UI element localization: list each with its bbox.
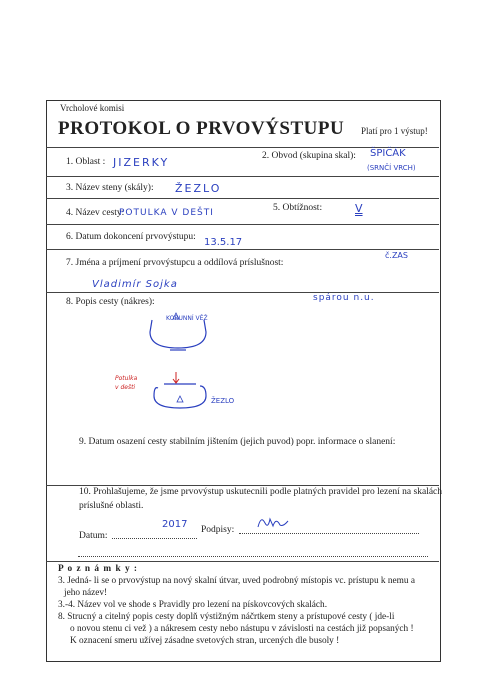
osazeni-label: 9. Datum osazení cesty stabilním jištením (jejich puvod) popr. informace o slanení: [79, 437, 396, 447]
oblast-value: JIZERKY [113, 156, 170, 169]
datum-dokonceni-label: 6. Datum dokoncení prvovýstupu: [66, 232, 196, 242]
popis-value: spárou n.u. [313, 293, 375, 303]
obtiznost-value: V [355, 202, 363, 215]
prohlaseni-line2: príslušné oblasti. [79, 501, 144, 511]
obvod-subvalue: (SRNČÍ VRCH) [367, 164, 416, 172]
stena-label: 3. Název steny (skály): [66, 183, 154, 193]
route-label-1: Potulka [115, 375, 138, 382]
podpisy-line [239, 533, 419, 534]
jmena-value: Vladimír Sojka [92, 279, 178, 290]
datum-line [112, 538, 197, 539]
oblast-label: 1. Oblast : [66, 157, 106, 167]
dotted-line [78, 556, 428, 557]
divider [46, 224, 439, 225]
datum-label: Datum: [79, 531, 108, 541]
divider [46, 292, 439, 293]
divider [46, 176, 439, 177]
obvod-value: ŠPIČÁK [370, 148, 406, 159]
note-2: 3.-4. Název vol ve shode s Pravidly pro lezení na pískovcových skalách. [58, 600, 328, 610]
divider [46, 249, 439, 250]
divider [46, 485, 439, 486]
note-3b: o novou stenu ci vež ) a nákresem cesty nebo nástupu v závislosti na cestách již popsaných ! [70, 624, 414, 634]
note-1b: jeho název! [64, 588, 108, 598]
rock-outline [154, 386, 206, 408]
clenstvi-value: č.ZAS [385, 251, 408, 260]
note-1: 3. Jedná- li se o prvovýstup na nový skalní útvar, uved podrobný místopis vc. prístupu k nemu a [58, 576, 415, 586]
jmena-label: 7. Jména a príjmení prvovýstupcu a oddílová príslušnost: [66, 258, 284, 268]
divider [46, 561, 439, 562]
notes-section [58, 563, 438, 647]
prohlaseni-line1: 10. Prohlašujeme, že jsme prvovýstup uskutecnili podle platných pravidel pro lezení na skalách [79, 487, 443, 497]
obvod-label: 2. Obvod (skupina skal): [262, 151, 356, 161]
cesta-label: 4. Název cesty: [66, 208, 125, 218]
sketch-top-label: KORUNNÍ VĚŽ [166, 315, 208, 322]
divider [46, 198, 439, 199]
datum-value: 2017 [162, 519, 188, 530]
route-arrow [173, 372, 179, 383]
commission-label: Vrcholové komisi [60, 103, 125, 113]
note-4: K oznacení smeru užívej zásadne svetových stran, urcených dle busoly ! [70, 636, 340, 646]
rock-label: ŽEZLO [211, 397, 235, 405]
popis-label: 8. Popis cesty (nákres): [66, 297, 155, 307]
obtiznost-label: 5. Obtížnost: [273, 203, 323, 213]
tower-outline [150, 320, 206, 348]
cesta-value: POTULKA V DEŠTI [119, 208, 214, 218]
notes-heading: P o z n á m k y : [58, 564, 139, 574]
podpisy-label: Podpisy: [201, 525, 235, 535]
route-sketch [100, 300, 260, 420]
rock-summit-marker-icon [177, 396, 183, 402]
note-3: 8. Strucný a citelný popis cesty doplň výstižným náčrtkem steny a prístupové cesty ( jde-li [58, 612, 395, 622]
signature [255, 513, 295, 531]
route-label-2: v dešti [115, 384, 136, 391]
stena-value: ŽEZLO [175, 182, 222, 195]
datum-dokonceni-value: 13.5.17 [204, 237, 243, 248]
page-title: PROTOKOL O PRVOVÝSTUPU [58, 118, 345, 139]
copy-note: Platí pro 1 výstup! [361, 126, 428, 136]
